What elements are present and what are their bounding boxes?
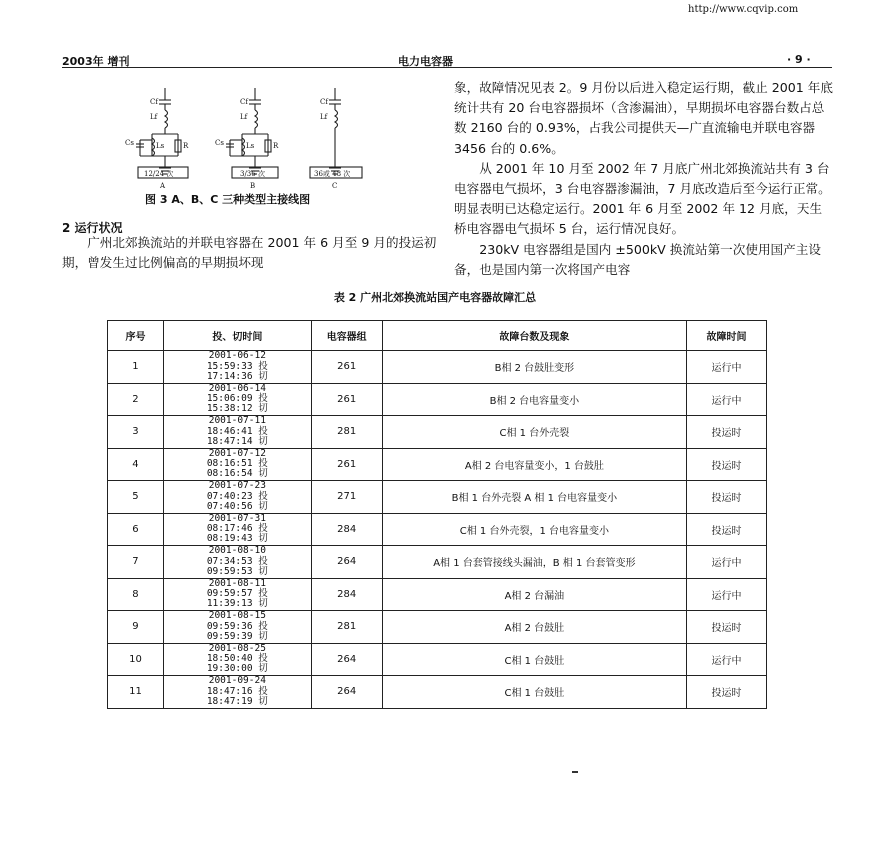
row-fault-time: 投运时: [687, 448, 767, 481]
label-cf-a: Cf: [150, 98, 158, 106]
row-description: C相 1 台鼓肚: [382, 643, 686, 676]
row-group: 271: [311, 481, 382, 514]
label-lf-c: Lf: [320, 113, 328, 121]
table-row: [108, 416, 767, 449]
row-no: 11: [108, 676, 164, 709]
source-url: http://www.cqvip.com: [688, 4, 799, 15]
tune-c: 36或 48 次: [314, 170, 351, 178]
row-group: 264: [311, 676, 382, 709]
row-on-time: 15:06:09 投: [206, 393, 268, 405]
table-header-row: [108, 321, 767, 351]
row-description: C相 1 台外壳裂: [382, 416, 686, 449]
row-group: 264: [311, 546, 382, 579]
table-row: [108, 481, 767, 514]
label-lf-b: Lf: [240, 113, 248, 121]
row-off-time: 09:59:39 切: [206, 630, 268, 642]
row-time: [163, 546, 311, 579]
row-off-time: 11:39:13 切: [206, 598, 268, 610]
row-group: 261: [311, 448, 382, 481]
label-cf-c: Cf: [320, 98, 328, 106]
row-fault-time: 投运时: [687, 611, 767, 644]
row-off-time: 17:14:36 切: [206, 370, 268, 382]
table-row: [108, 578, 767, 611]
row-on-time: 07:34:53 投: [206, 555, 268, 567]
table-caption: 表 2 广州北郊换流站国产电容器故障汇总: [333, 291, 537, 304]
tune-b: 3/36 次: [240, 170, 265, 178]
row-group: 284: [311, 578, 382, 611]
row-time: [163, 416, 311, 449]
row-on-time: 18:47:16 投: [206, 685, 268, 697]
row-description: C相 1 台外壳裂，1 台电容量变小: [382, 513, 686, 546]
wiring-diagram-figure: [120, 88, 390, 208]
row-fault-time: 运行中: [687, 546, 767, 579]
row-no: 1: [108, 351, 164, 384]
row-no: 5: [108, 481, 164, 514]
row-no: 9: [108, 611, 164, 644]
row-on-time: 08:16:51 投: [206, 458, 268, 470]
row-description: A相 1 台套管接线头漏油，B 相 1 台套管变形: [382, 546, 686, 579]
diagram-a: [136, 88, 188, 178]
row-date: 2001-08-25: [208, 642, 266, 654]
page-mark: [572, 771, 578, 773]
table-row: [108, 611, 767, 644]
row-on-time: 18:46:41 投: [206, 425, 268, 437]
label-cf-b: Cf: [240, 98, 248, 106]
row-time: [163, 611, 311, 644]
label-lf-a: Lf: [150, 113, 158, 121]
table-row: [108, 513, 767, 546]
fault-summary-table: [107, 320, 767, 709]
row-off-time: 15:38:12 切: [206, 403, 268, 415]
row-on-time: 08:17:46 投: [206, 523, 268, 535]
right-paragraph-3: 230kV 电容器组是国内 ±500kV 换流站第一次使用国产主设备，也是国内第一次将国产电容: [454, 241, 821, 277]
row-date: 2001-07-23: [208, 480, 266, 492]
row-fault-time: 运行中: [687, 643, 767, 676]
label-b: B: [250, 182, 256, 190]
row-time: [163, 578, 311, 611]
row-group: 264: [311, 643, 382, 676]
right-paragraph-2: 从 2001 年 10 月至 2002 年 7 月底广州北郊换流站共有 3 台电容器电气损坏，3 台电容器渗漏油，7 月底改造后至今运行正常。明显表明已达稳定运行。2001 年 6 月至 2002 年 12 月底，天生桥电容器电气损坏 5 台，运行情况良好。: [454, 160, 831, 237]
table-row: [108, 643, 767, 676]
row-off-time: 08:16:54 切: [206, 468, 268, 480]
label-r-b: R: [273, 142, 279, 150]
row-on-time: 07:40:23 投: [206, 490, 268, 502]
row-date: 2001-07-11: [208, 415, 266, 427]
row-fault-time: 投运时: [687, 513, 767, 546]
label-ls-a: Ls: [156, 142, 165, 150]
label-cs-a: Cs: [125, 139, 134, 147]
row-time: [163, 676, 311, 709]
row-group: 281: [311, 416, 382, 449]
row-off-time: 09:59:53 切: [206, 565, 268, 577]
row-time: [163, 513, 311, 546]
row-no: 3: [108, 416, 164, 449]
right-paragraph-1: 象，故障情况见表 2。9 月份以后进入稳定运行期，截止 2001 年底统计共有 20 台电容器损坏（含渗漏油），早期损坏电容器台数占总数 2160 台的 0.93%，占我公司提供天—广直流输电并联电容器 3456 台的 0.6%。: [454, 80, 833, 156]
row-off-time: 19:30:00 切: [206, 663, 268, 675]
row-time: [163, 383, 311, 416]
figure-caption: 图 3 A、B、C 三种类型主接线图: [145, 193, 311, 206]
row-time: [163, 481, 311, 514]
row-fault-time: 运行中: [687, 578, 767, 611]
row-on-time: 09:59:36 投: [206, 620, 268, 632]
journal-title: 电力电容器: [398, 55, 453, 68]
row-description: B相 2 台鼓肚变形: [382, 351, 686, 384]
row-date: 2001-07-12: [208, 447, 266, 459]
left-paragraph: 广州北郊换流站的并联电容器在 2001 年 6 月至 9 月的投运初期，曾发生过比例偏高的早期损坏现: [62, 235, 437, 271]
label-ls-b: Ls: [246, 142, 255, 150]
header-fault-time: 故障时间: [687, 321, 767, 351]
row-fault-time: 投运时: [687, 416, 767, 449]
row-off-time: 07:40:56 切: [206, 500, 268, 512]
row-no: 7: [108, 546, 164, 579]
row-no: 4: [108, 448, 164, 481]
label-cs-b: Cs: [215, 139, 224, 147]
section-title: 2 运行状况: [62, 221, 123, 235]
row-off-time: 08:19:43 切: [206, 533, 268, 545]
row-on-time: 18:50:40 投: [206, 653, 268, 665]
journal-issue: 2003年 增刊: [62, 55, 130, 68]
label-c: C: [332, 182, 338, 190]
row-on-time: 09:59:57 投: [206, 588, 268, 600]
header-group: 电容器组: [311, 321, 382, 351]
tune-a: 12/24 次: [144, 170, 174, 178]
right-column: [454, 78, 834, 280]
row-time: [163, 643, 311, 676]
row-date: 2001-08-15: [208, 610, 266, 622]
row-group: 261: [311, 351, 382, 384]
table-row: [108, 448, 767, 481]
row-date: 2001-06-14: [208, 382, 266, 394]
row-description: B相 2 台电容量变小: [382, 383, 686, 416]
row-description: B相 1 台外壳裂 A 相 1 台电容量变小: [382, 481, 686, 514]
label-r-a: R: [183, 142, 189, 150]
page-number: · 9 ·: [787, 53, 811, 66]
row-description: A相 2 台电容量变小，1 台鼓肚: [382, 448, 686, 481]
row-no: 2: [108, 383, 164, 416]
row-on-time: 15:59:33 投: [206, 360, 268, 372]
diagram-b: [226, 88, 278, 178]
row-fault-time: 运行中: [687, 351, 767, 384]
table-row: [108, 351, 767, 384]
table-row: [108, 546, 767, 579]
row-date: 2001-07-31: [208, 512, 266, 524]
row-no: 6: [108, 513, 164, 546]
row-fault-time: 投运时: [687, 481, 767, 514]
diagram-c: [310, 88, 362, 178]
row-date: 2001-09-24: [208, 675, 266, 687]
row-group: 284: [311, 513, 382, 546]
row-group: 281: [311, 611, 382, 644]
header-rule: [62, 67, 832, 68]
table-row: [108, 383, 767, 416]
row-description: C相 1 台鼓肚: [382, 676, 686, 709]
row-no: 8: [108, 578, 164, 611]
header-no: 序号: [108, 321, 164, 351]
row-group: 261: [311, 383, 382, 416]
row-time: [163, 351, 311, 384]
table-row: [108, 676, 767, 709]
row-date: 2001-08-11: [208, 577, 266, 589]
row-no: 10: [108, 643, 164, 676]
header-description: 故障台数及现象: [382, 321, 686, 351]
row-description: A相 2 台鼓肚: [382, 611, 686, 644]
row-fault-time: 运行中: [687, 383, 767, 416]
row-description: A相 2 台漏油: [382, 578, 686, 611]
label-a: A: [160, 182, 166, 190]
row-off-time: 18:47:14 切: [206, 435, 268, 447]
row-date: 2001-08-10: [208, 545, 266, 557]
row-date: 2001-06-12: [208, 350, 266, 362]
row-fault-time: 投运时: [687, 676, 767, 709]
row-off-time: 18:47:19 切: [206, 695, 268, 707]
header-time: 投、切时间: [163, 321, 311, 351]
row-time: [163, 448, 311, 481]
